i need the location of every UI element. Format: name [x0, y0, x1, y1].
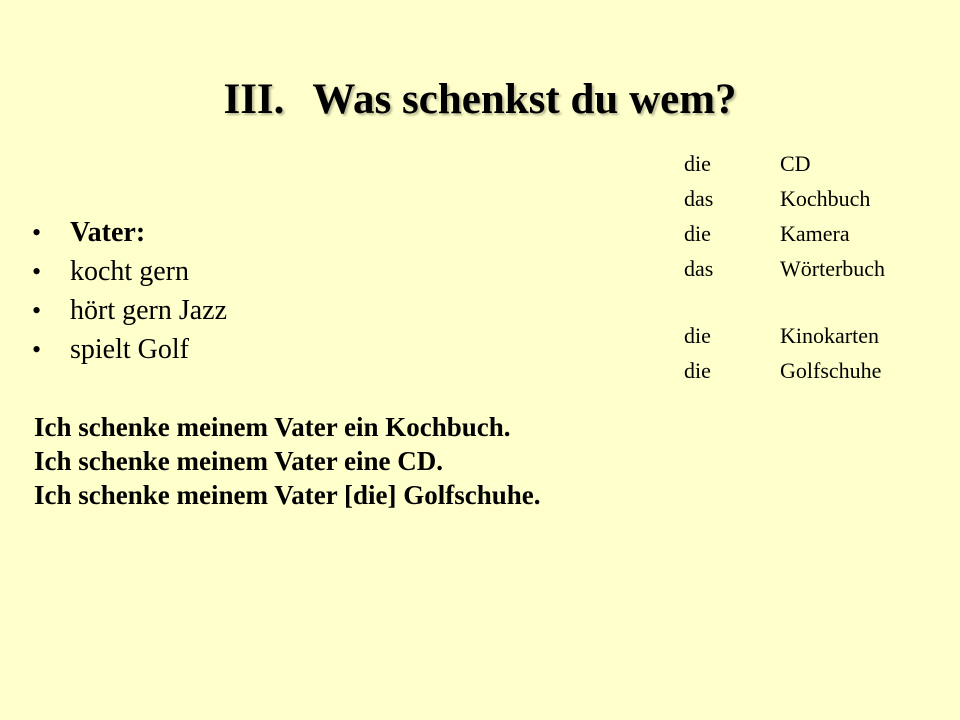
- vocab-noun: Kochbuch: [780, 186, 871, 211]
- bullet-icon: •: [32, 335, 42, 364]
- vocab-article: die: [684, 221, 711, 246]
- vocab-item: [684, 146, 885, 181]
- vocab-noun: CD: [780, 151, 811, 176]
- vocab-article: die: [684, 358, 711, 383]
- title-number: III.: [223, 76, 285, 123]
- vocab-article: das: [684, 186, 714, 211]
- example-sentence: Ich schenke meinem Vater [die] Golfschuhe.: [34, 480, 541, 510]
- bullet-item: [32, 330, 227, 369]
- bullet-list: [32, 213, 227, 369]
- bullet-text: Vater:: [70, 217, 146, 248]
- bullet-icon: •: [32, 296, 42, 325]
- vocab-noun: Kinokarten: [780, 323, 879, 348]
- bullet-icon: •: [32, 218, 42, 247]
- example-sentence: Ich schenke meinem Vater ein Kochbuch.: [34, 412, 511, 442]
- title-text: Was schenkst du wem?: [312, 76, 737, 123]
- vocabulary-list: [684, 146, 885, 388]
- vocab-noun: Wörterbuch: [780, 256, 886, 281]
- slide-title: [0, 74, 960, 126]
- bullet-item: [32, 291, 227, 330]
- vocab-noun: Kamera: [780, 221, 850, 246]
- vocab-article: das: [684, 256, 714, 281]
- vocab-item: [684, 318, 885, 353]
- bullet-text: hört gern Jazz: [70, 295, 228, 326]
- example-sentence: Ich schenke meinem Vater eine CD.: [34, 446, 443, 476]
- vocab-noun: Golfschuhe: [780, 358, 882, 383]
- vocab-article: die: [684, 323, 711, 348]
- bullet-text: spielt Golf: [70, 334, 189, 365]
- vocab-article: die: [684, 151, 711, 176]
- vocab-item: [684, 181, 885, 216]
- bullet-text: kocht gern: [70, 256, 189, 287]
- vocab-item: [684, 251, 885, 286]
- bullet-item: [32, 252, 227, 291]
- bullet-item: [32, 213, 227, 252]
- bullet-icon: •: [32, 257, 42, 286]
- example-sentences: [34, 410, 594, 512]
- vocab-item: [684, 216, 885, 251]
- vocab-item: [684, 353, 885, 388]
